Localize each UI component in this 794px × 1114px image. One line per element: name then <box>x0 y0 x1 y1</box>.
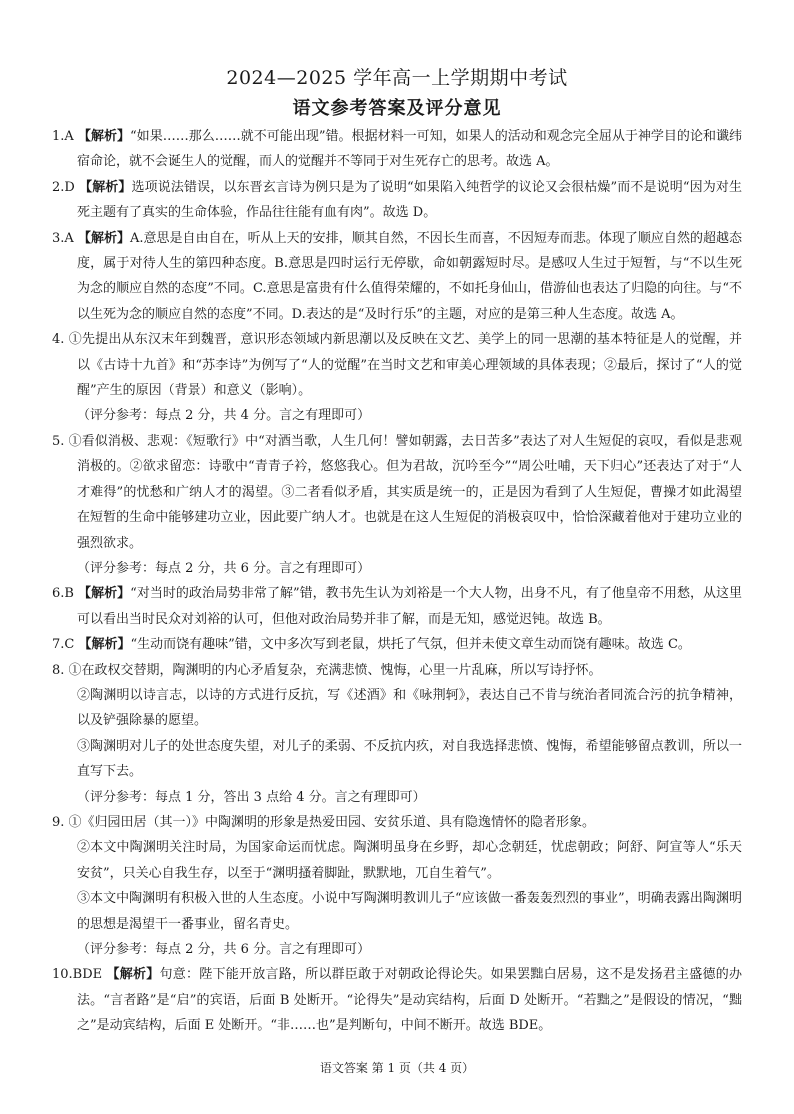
question-number: 6.B <box>52 586 74 602</box>
question-number: 9. <box>52 814 65 830</box>
scoring-note <box>52 556 742 581</box>
answer-text: “对当时的政治局势非常了解”错，教书先生认为刘裕是一个大人物，出身不凡，有了他皇帝不用愁，从这里可以看出当时民众对刘裕的认可，但他对政治局势并非了解，而是无知，感觉迟钝。故选 B。 <box>77 586 742 627</box>
answer-item <box>52 327 742 403</box>
document-subtitle: 语文参考答案及评分意见 <box>292 98 502 119</box>
page-footer: 语文答案 第 1 页（共 4 页） <box>319 1061 475 1075</box>
answer-text: ②陶渊明以诗言志，以诗的方式进行反抗，写《述酒》和《咏荆轲》，表达自己不肯与统治者同流合污的抗争精神，以及铲强除暴的愿望。 <box>77 687 742 729</box>
answer-text: ③陶渊明对儿子的处世态度失望，对儿子的柔弱、不反抗内疚，对自我选择悲愤、愧悔，希望能够留点教训，所以一直写下去。 <box>77 738 742 780</box>
scoring-note <box>52 785 742 810</box>
analysis-tag: 【解析】 <box>77 129 131 144</box>
answer-text: ①看似消极、悲观：《短歌行》中“对酒当歌，人生几何！譬如朝露，去日苦多”表达了对人生短促的哀叹，看似是悲观消极的。②欲求留恋：诗歌中“青青子衿，悠悠我心。但为君故，沉吟至今”“周公吐哺，天下归心”还表达了对于“人才难得”的忧愁和广纳人才的渴望。③二者看似矛盾，其实质是统一的，正是因为看到了人生短促，曹操才如此渴望在短暂的生命中能够建功立业，因此要广纳人才。也就是在这人生短促的消极哀叹中，恰恰深藏着他对于建功立业的强烈欲求。 <box>68 433 742 551</box>
answer-text: （评分参考：每点 2 分，共 6 分。言之有理即可） <box>77 560 371 576</box>
answer-text: （评分参考：每点 2 分，共 6 分。言之有理即可） <box>77 942 371 957</box>
analysis-tag: 【解析】 <box>78 586 131 602</box>
answer-item <box>52 658 742 683</box>
answer-item <box>52 124 742 175</box>
document-title: 2024—2025 学年高一上学期期中考试 <box>226 67 568 89</box>
question-number: 4. <box>52 332 65 348</box>
answer-text: ①在政权交替期，陶渊明的内心矛盾复杂，充满悲愤、愧悔，心里一片乱麻，所以写诗抒怀。 <box>68 662 602 678</box>
answer-text: ①《归园田居（其一）》中陶渊明的形象是热爱田园、安贫乐道、具有隐逸情怀的隐者形象。 <box>68 814 596 830</box>
question-number: 10.BDE <box>52 967 103 983</box>
scoring-note <box>52 937 742 962</box>
question-number: 8. <box>52 662 65 678</box>
answer-item <box>52 175 742 226</box>
answer-text: ③本文中陶渊明有积极入世的人生态度。小说中写陶渊明教训儿子“应该做一番轰轰烈烈的事业”，明确表露出陶渊明的思想是渴望干一番事业，留名青史。 <box>77 891 742 932</box>
analysis-tag: 【解析】 <box>79 179 132 195</box>
answer-item <box>52 810 742 835</box>
question-number: 1.A <box>52 129 74 144</box>
answer-item <box>52 581 742 632</box>
answer-point <box>52 886 742 937</box>
answer-item <box>52 632 742 657</box>
answer-text: （评分参考：每点 2 分，共 4 分。言之有理即可） <box>77 408 371 424</box>
answer-item <box>52 962 742 1038</box>
answer-text: “生动而饶有趣味”错，文中多次写到老鼠，烘托了气氛，但并未使文章生动而饶有趣味。故选 C。 <box>130 637 691 653</box>
question-number: 3.A <box>52 230 74 246</box>
answer-text: ①先提出从东汉末年到魏晋，意识形态领域内新思潮以及反映在文艺、美学上的同一思潮的基本特征是人的觉醒，并以《古诗十九首》和“苏李诗”为例写了“人的觉醒”在当时文艺和审美心理领域的具体表现；②最后，探讨了“人的觉醒”产生的原因（背景）和意义（影响）。 <box>68 332 742 399</box>
answer-text: 选项说法错误，以东晋玄言诗为例只是为了说明“如果陷入纯哲学的议论又会很枯燥”而不是说明“因为对生死主题有了真实的生命体验，作品往往能有血有肉”。故选 D。 <box>77 179 742 221</box>
question-number: 5. <box>52 433 65 449</box>
analysis-tag: 【解析】 <box>106 967 160 983</box>
answer-text: A.意思是自由自在，听从上天的安排，顺其自然，不因长生而喜，不因短寿而悲。体现了顺应自然的超越态度，属于对待人生的第四种态度。B.意思是四时运行无停歇，命如朝露短时尽。是感叹人生过于短暂，与“不以生死为念的顺应自然的态度”不同。C.意思是富贵有什么值得荣耀的，不如托身仙山，借游仙也表达了归隐的向往。与“不以生死为念的顺应自然的态度”不同。D.表达的是“及时行乐”的主题，对应的是第三种人生态度。故选 A。 <box>77 230 742 322</box>
answer-text: ②本文中陶渊明关注时局，为国家命运而忧虑。陶渊明虽身在乡野，却心念朝廷，忧虑朝政；阿舒、阿宣等人“乐天安贫”，只关心自我生存，以至于“渊明搔着脚趾，默默地，兀自生着气”。 <box>77 840 742 881</box>
scoring-note <box>52 403 742 428</box>
question-number: 7.C <box>52 637 75 653</box>
answer-point <box>52 734 742 785</box>
analysis-tag: 【解析】 <box>78 637 131 653</box>
answer-point <box>52 683 742 734</box>
answer-text: “如果……那么……就不可能出现”错。根据材料一可知，如果人的活动和观念完全屈从于神学目的论和谶纬宿命论，就不会诞生人的觉醒，而人的觉醒并不等同于对生死存亡的思考。故选 A。 <box>77 129 742 170</box>
answer-list <box>52 124 742 1039</box>
answer-text: 句意：陛下能开放言路，所以群臣敢于对朝政论得论失。如果罢黜白居易，这不是发扬君主盛德的办法。“言者路”是“启”的宾语，后面 B 处断开。“论得失”是动宾结构，后面 D 处断开。“若黜之”是假设的情况，“黜之”是动宾结构，后面 E 处断开。“非……也”是判断句，中间不断开。故选 BDE。 <box>77 967 742 1034</box>
question-number: 2.D <box>52 179 75 195</box>
answer-text: （评分参考：每点 1 分，答出 3 点给 4 分。言之有理即可） <box>77 789 426 805</box>
answer-item <box>52 226 742 328</box>
analysis-tag: 【解析】 <box>77 230 130 246</box>
answer-point <box>52 835 742 886</box>
answer-item <box>52 429 742 556</box>
